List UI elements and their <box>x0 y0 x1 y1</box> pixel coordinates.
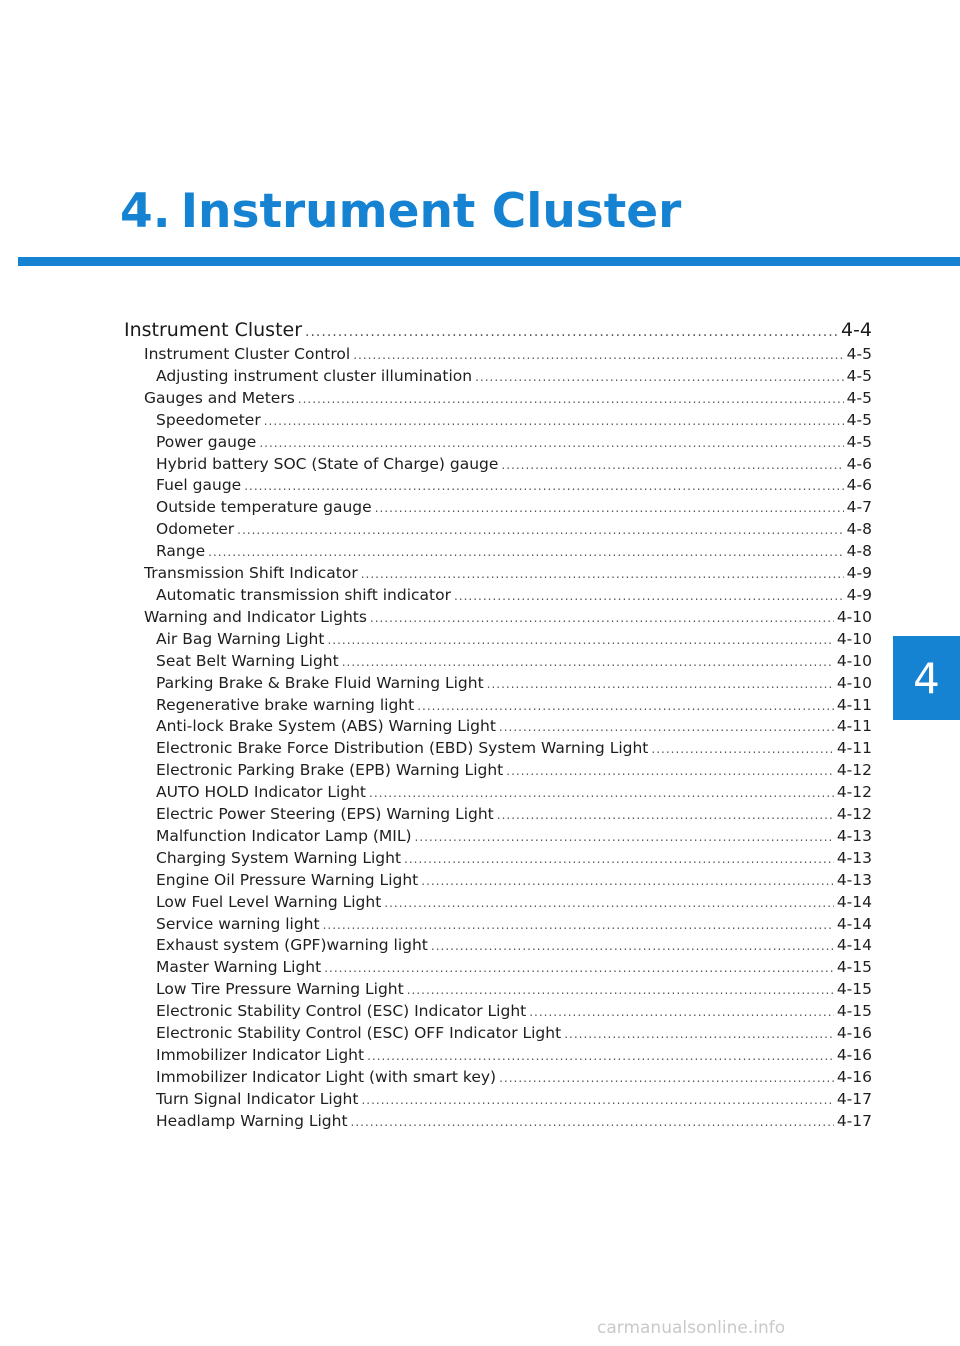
toc-entry-page: 4-12 <box>836 805 872 824</box>
toc-entry-label: Engine Oil Pressure Warning Light <box>156 870 419 889</box>
toc-entry-label: Gauges and Meters <box>144 388 295 407</box>
toc-entry[interactable] <box>124 892 872 914</box>
toc-entry[interactable] <box>124 870 872 892</box>
dot-leader <box>324 958 834 980</box>
toc-entry[interactable] <box>124 432 872 454</box>
dot-leader <box>384 893 834 915</box>
toc-entry-page: 4-12 <box>836 761 872 780</box>
toc-entry-page: 4-17 <box>836 1111 872 1130</box>
dot-leader <box>327 630 833 652</box>
toc-entry-page: 4-10 <box>836 607 872 626</box>
dot-leader <box>415 827 834 849</box>
dot-leader <box>501 455 843 477</box>
toc-entry[interactable] <box>124 935 872 957</box>
dot-leader <box>208 542 844 564</box>
toc-entry[interactable] <box>124 1001 872 1023</box>
toc-entry-page: 4-9 <box>846 585 872 604</box>
table-of-contents <box>124 317 872 1133</box>
toc-entry-label: Odometer <box>156 520 235 539</box>
chapter-title-text: Instrument Cluster <box>180 184 682 239</box>
toc-entry[interactable] <box>124 1089 872 1111</box>
toc-entry-page: 4-14 <box>836 914 872 933</box>
toc-entry[interactable] <box>124 410 872 432</box>
toc-entry[interactable] <box>124 497 872 519</box>
toc-entry-label: Air Bag Warning Light <box>156 629 325 648</box>
toc-entry-page: 4-15 <box>836 1002 872 1021</box>
toc-entry-page: 4-5 <box>846 432 872 451</box>
dot-leader <box>651 739 833 761</box>
dot-leader <box>264 411 844 433</box>
toc-entry-page: 4-16 <box>836 1024 872 1043</box>
dot-leader <box>370 608 834 630</box>
toc-entry-label: Charging System Warning Light <box>156 848 402 867</box>
toc-entry-page: 4-10 <box>836 629 872 648</box>
toc-entry-label: Anti-lock Brake System (ABS) Warning Light <box>156 717 496 736</box>
toc-entry-label: Electronic Parking Brake (EPB) Warning Light <box>156 761 504 780</box>
toc-entry[interactable] <box>124 541 872 563</box>
toc-entry[interactable] <box>124 366 872 388</box>
toc-entry[interactable] <box>124 585 872 607</box>
dot-leader <box>407 980 834 1002</box>
toc-entry-page: 4-8 <box>846 542 872 561</box>
dot-leader <box>323 915 834 937</box>
toc-entry[interactable] <box>124 848 872 870</box>
dot-leader <box>259 433 843 455</box>
toc-entry-page: 4-9 <box>846 564 872 583</box>
toc-entry-page: 4-12 <box>836 783 872 802</box>
toc-entry-page: 4-8 <box>846 520 872 539</box>
dot-leader <box>499 717 834 739</box>
toc-entry-label: Malfunction Indicator Lamp (MIL) <box>156 826 412 845</box>
toc-entry[interactable] <box>124 475 872 497</box>
toc-entry-label: Power gauge <box>156 432 257 451</box>
toc-entry[interactable] <box>124 716 872 738</box>
toc-entry-page: 4-11 <box>836 717 872 736</box>
toc-entry-label: Instrument Cluster Control <box>144 345 351 363</box>
toc-entry-page: 4-13 <box>836 848 872 867</box>
toc-entry[interactable] <box>124 388 872 410</box>
toc-entry[interactable] <box>124 914 872 936</box>
dot-leader <box>361 1090 833 1112</box>
toc-entry-label: Parking Brake & Brake Fluid Warning Light <box>156 673 484 692</box>
toc-entry-label: Turn Signal Indicator Light <box>156 1089 359 1108</box>
dot-leader <box>506 761 834 783</box>
toc-entry-page: 4-15 <box>836 980 872 999</box>
toc-entry[interactable] <box>124 1111 872 1133</box>
toc-entry-label: Exhaust system (GPF)warning light <box>156 936 428 955</box>
toc-entry-page: 4-5 <box>846 410 872 429</box>
toc-entry[interactable] <box>124 607 872 629</box>
toc-entry-label: Automatic transmission shift indicator <box>156 585 451 604</box>
dot-leader <box>298 389 844 411</box>
watermark: carmanualsonline.info <box>597 1318 786 1338</box>
toc-entry-label: Electronic Stability Control (ESC) OFF Indicator Light <box>156 1024 562 1043</box>
toc-entry[interactable] <box>124 1045 872 1067</box>
toc-entry-label: Service warning light <box>156 914 320 933</box>
toc-entry-label: Immobilizer Indicator Light <box>156 1046 365 1064</box>
toc-entry-label: Adjusting instrument cluster illumination <box>156 366 473 385</box>
toc-entry-page: 4-10 <box>836 651 872 670</box>
toc-entry[interactable] <box>124 317 872 343</box>
dot-leader <box>404 849 834 871</box>
toc-entry-page: 4-15 <box>836 958 872 977</box>
dot-leader <box>342 652 834 674</box>
toc-entry[interactable] <box>124 738 872 760</box>
toc-entry[interactable] <box>124 760 872 782</box>
toc-entry-page: 4-13 <box>836 870 872 889</box>
dot-leader <box>454 586 844 608</box>
toc-entry[interactable] <box>124 563 872 585</box>
toc-entry-page: 4-6 <box>846 476 872 495</box>
dot-leader <box>431 936 834 958</box>
toc-entry-page: 4-16 <box>836 1046 872 1064</box>
dot-leader <box>475 367 844 389</box>
toc-entry-label: Range <box>156 542 206 561</box>
toc-entry-page: 4-14 <box>836 936 872 955</box>
toc-entry-label: Fuel gauge <box>156 476 242 495</box>
dot-leader <box>237 520 844 542</box>
chapter-title <box>120 184 682 239</box>
dot-leader <box>367 1046 834 1068</box>
toc-entry-label: Seat Belt Warning Light <box>156 651 339 670</box>
toc-entry-label: Hybrid battery SOC (State of Charge) gauge <box>156 454 499 473</box>
dot-leader <box>351 1112 834 1134</box>
toc-entry-page: 4-16 <box>836 1067 872 1086</box>
dot-leader <box>499 1068 834 1090</box>
toc-entry-page: 4-5 <box>846 366 872 385</box>
toc-entry-page: 4-14 <box>836 892 872 911</box>
toc-entry-page: 4-11 <box>836 739 872 758</box>
toc-entry-label: Instrument Cluster <box>124 319 303 341</box>
toc-entry-label: Low Fuel Level Warning Light <box>156 892 382 911</box>
chapter-number: 4. <box>120 184 171 239</box>
chapter-tab-label: 4 <box>913 653 940 703</box>
toc-entry-label: Transmission Shift Indicator <box>144 564 358 583</box>
toc-entry-page: 4-6 <box>846 454 872 473</box>
toc-entry[interactable] <box>124 957 872 979</box>
toc-entry[interactable] <box>124 1023 872 1045</box>
toc-entry-label: Regenerative brake warning light <box>156 695 415 714</box>
dot-leader <box>305 319 838 345</box>
toc-entry-page: 4-7 <box>846 498 872 517</box>
toc-entry-page: 4-17 <box>836 1089 872 1108</box>
dot-leader <box>375 498 844 520</box>
dot-leader <box>361 564 844 586</box>
toc-entry-page: 4-10 <box>836 673 872 692</box>
toc-entry[interactable] <box>124 651 872 673</box>
toc-entry-label: AUTO HOLD Indicator Light <box>156 783 366 802</box>
toc-entry-page: 4-4 <box>840 319 872 341</box>
toc-entry[interactable] <box>124 782 872 804</box>
toc-entry-label: Electric Power Steering (EPS) Warning Light <box>156 805 494 824</box>
toc-entry[interactable] <box>124 344 872 366</box>
title-rule <box>18 257 960 266</box>
toc-entry-label: Low Tire Pressure Warning Light <box>156 980 404 999</box>
toc-entry-label: Master Warning Light <box>156 958 322 977</box>
toc-entry-label: Warning and Indicator Lights <box>144 607 367 626</box>
dot-leader <box>417 696 834 718</box>
toc-entry[interactable] <box>124 629 872 651</box>
toc-entry[interactable] <box>124 826 872 848</box>
toc-entry-page: 4-11 <box>836 695 872 714</box>
toc-entry-page: 4-13 <box>836 826 872 845</box>
toc-entry[interactable] <box>124 1067 872 1089</box>
toc-entry-label: Headlamp Warning Light <box>156 1111 348 1130</box>
dot-leader <box>369 783 834 805</box>
toc-entry[interactable] <box>124 673 872 695</box>
toc-entry[interactable] <box>124 804 872 826</box>
toc-entry[interactable] <box>124 695 872 717</box>
toc-entry[interactable] <box>124 979 872 1001</box>
toc-entry-label: Speedometer <box>156 410 261 429</box>
toc-entry-label: Outside temperature gauge <box>156 498 372 517</box>
dot-leader <box>244 476 843 498</box>
toc-entry-page: 4-5 <box>846 345 872 363</box>
dot-leader <box>353 345 843 367</box>
toc-entry-label: Electronic Brake Force Distribution (EBD) System Warning Light <box>156 739 649 758</box>
toc-entry[interactable] <box>124 519 872 541</box>
dot-leader <box>529 1002 834 1024</box>
toc-entry-label: Immobilizer Indicator Light (with smart key) <box>156 1067 497 1086</box>
dot-leader <box>487 674 834 696</box>
toc-entry-label: Electronic Stability Control (ESC) Indicator Light <box>156 1002 527 1021</box>
dot-leader <box>497 805 834 827</box>
chapter-tab[interactable] <box>893 636 960 720</box>
dot-leader <box>421 871 834 893</box>
toc-entry[interactable] <box>124 454 872 476</box>
dot-leader <box>564 1024 834 1046</box>
toc-entry-page: 4-5 <box>846 388 872 407</box>
